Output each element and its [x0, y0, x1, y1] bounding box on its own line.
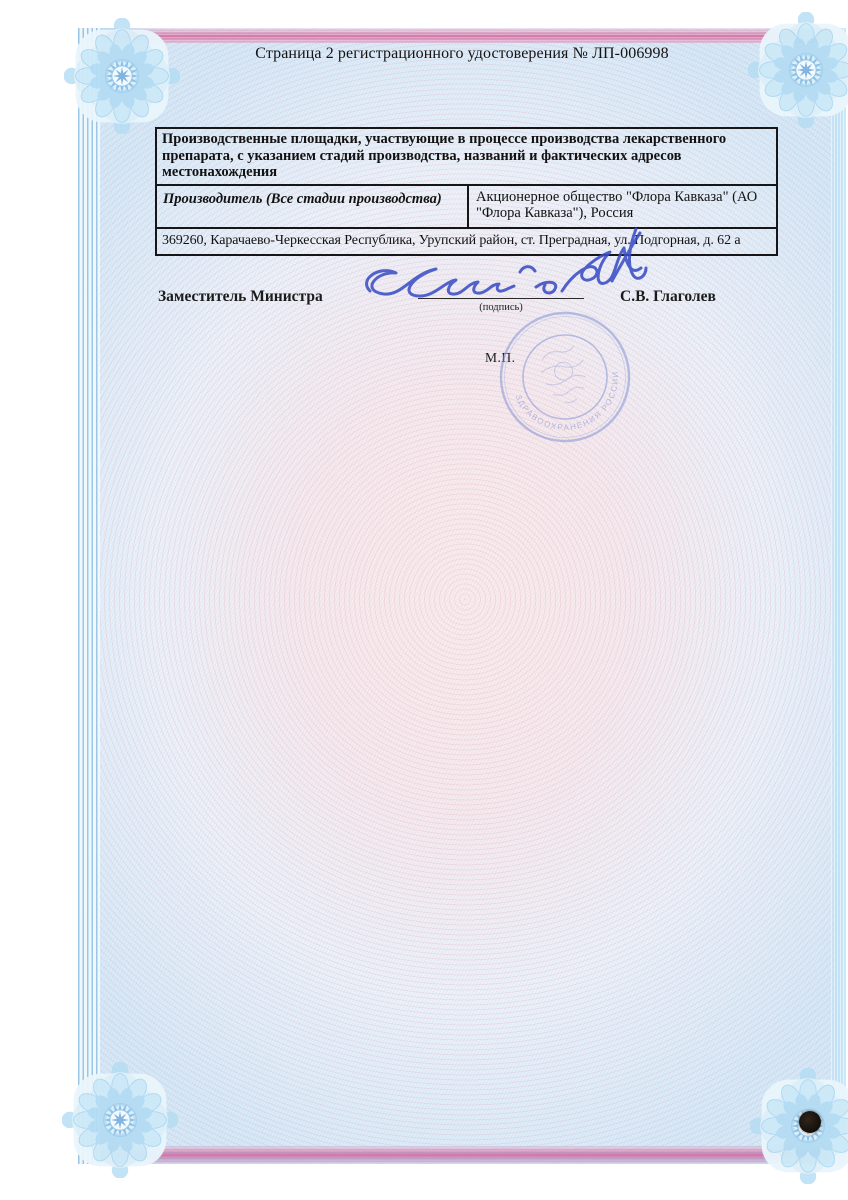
seal-placeholder-label: М.П.	[485, 350, 516, 365]
producer-label-cell: Производитель (Все стадии производства)	[157, 186, 469, 227]
table-row	[157, 186, 776, 229]
signer-position-title: Заместитель Министра	[158, 288, 323, 305]
table-header-cell: Производственные площадки, участвующие в процессе производства лекарственного препарата, с указанием стадий производства, названий и фактических адресов местонахождения	[157, 129, 776, 186]
producer-value-cell: Акционерное общество "Флора Кавказа" (АО "Флора Кавказа"), Россия	[476, 188, 758, 222]
guilloche-right-band	[831, 28, 846, 1164]
guilloche-bottom-band	[78, 1146, 846, 1164]
guilloche-rosette-icon	[62, 1062, 178, 1178]
guilloche-rosette-icon	[748, 12, 848, 128]
guilloche-left-band	[78, 28, 100, 1164]
signature-caption: (подпись)	[479, 302, 523, 313]
stamp-rim-text: ЗДРАВООХРАНЕНИЯ РОССИИ	[513, 370, 621, 433]
guilloche-rosette-icon	[64, 18, 180, 134]
page-title: Страница 2 регистрационного удостоверения № ЛП-006998	[255, 45, 669, 62]
ministry-seal-stamp	[485, 297, 645, 457]
address-cell: 369260, Карачаево-Черкесская Республика, Урупский район, ст. Преградная, ул. Подгорная, д. 62 а	[162, 232, 741, 248]
guilloche-top-band	[78, 28, 846, 43]
signer-name: С.В. Глаголев	[620, 288, 716, 305]
hole-punch-dot	[799, 1111, 821, 1133]
